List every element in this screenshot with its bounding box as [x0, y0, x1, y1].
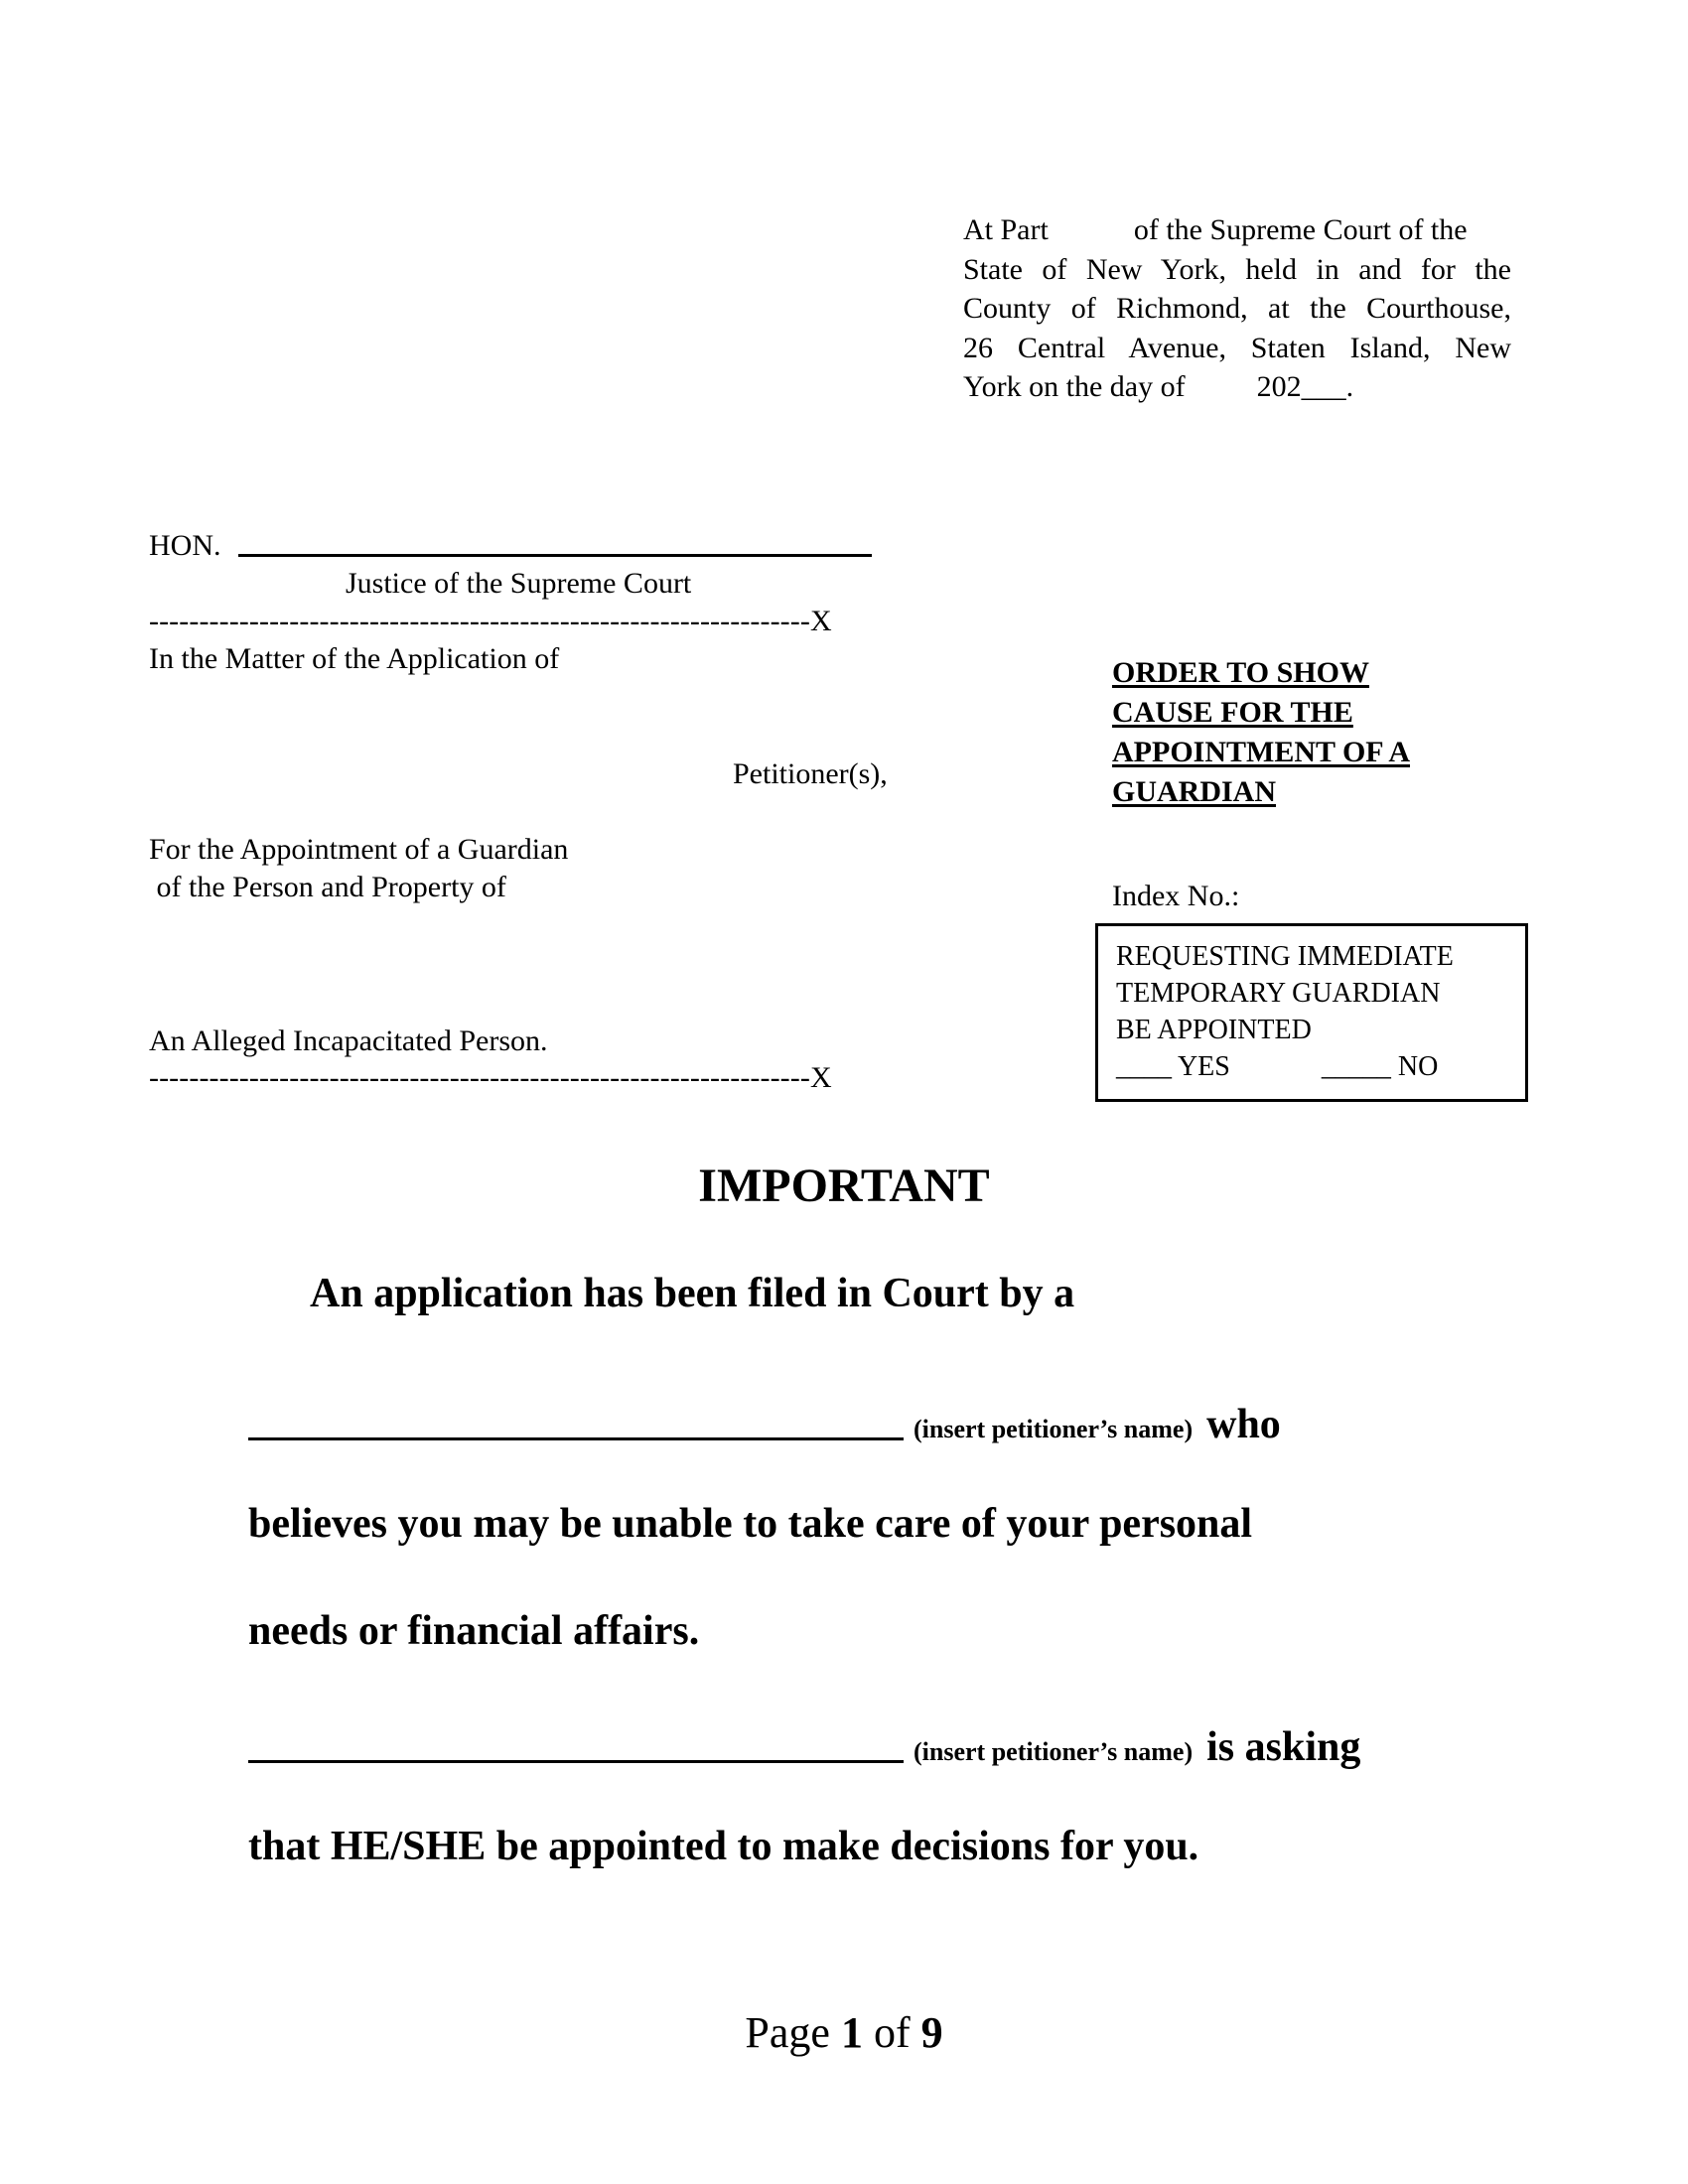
court-line-1	[963, 210, 1511, 250]
request-line-2: TEMPORARY GUARDIAN	[1116, 978, 1441, 1009]
temporary-guardian-request-box	[1095, 923, 1528, 1102]
notice-sentence-1: An application has been filed in Court by a	[310, 1271, 1075, 1316]
hon-label: HON.	[149, 529, 221, 562]
request-line-3: BE APPOINTED	[1116, 1015, 1312, 1045]
is-asking-words: is asking	[1206, 1724, 1361, 1770]
insert-name-hint-1: (insert petitioner’s name)	[914, 1415, 1194, 1443]
notice-sentence-2: believes you may be unable to take care of your personal	[248, 1501, 1253, 1547]
order-title-line-2: CAUSE FOR THE	[1112, 696, 1353, 729]
page-total: 9	[920, 2008, 943, 2057]
important-heading: IMPORTANT	[698, 1160, 990, 1212]
order-title	[1112, 653, 1470, 812]
caption-divider-bottom: ------------------------------------------------------------------X	[149, 1061, 832, 1094]
notice-sentence-3: needs or financial affairs.	[248, 1608, 700, 1654]
court-line-3: County of Richmond, at the Courthouse,	[963, 292, 1511, 325]
page-current: 1	[840, 2008, 863, 2057]
date-label: York on the day of	[963, 370, 1186, 403]
petitioner-name-blank-1[interactable]	[248, 1437, 904, 1440]
notice-line-asking	[914, 1720, 1360, 1774]
order-title-line-4: GUARDIAN	[1112, 775, 1276, 808]
caption-divider-top: ------------------------------------------------------------------X	[149, 605, 832, 637]
matter-line: In the Matter of the Application of	[149, 642, 560, 675]
justice-name-blank	[238, 554, 872, 557]
insert-name-hint-2: (insert petitioner’s name)	[914, 1737, 1194, 1766]
appointment-line-2: of the Person and Property of	[149, 871, 506, 903]
court-line-5	[963, 367, 1511, 407]
order-title-line-3: APPOINTMENT OF A	[1112, 736, 1411, 768]
at-part-label: At Part	[963, 213, 1049, 246]
incapacitated-label: An Alleged Incapacitated Person.	[149, 1024, 548, 1057]
justice-label: Justice of the Supreme Court	[346, 567, 692, 600]
supreme-court-label: of the Supreme Court of the	[1133, 213, 1468, 246]
page-footer	[0, 2005, 1688, 2061]
index-number-label: Index No.:	[1112, 880, 1240, 912]
of-word: of	[873, 2008, 911, 2057]
no-option[interactable]: _____ NO	[1321, 1051, 1439, 1082]
petitioner-name-blank-2[interactable]	[248, 1760, 904, 1763]
appointment-line-1: For the Appointment of a Guardian	[149, 833, 569, 866]
notice-line-who	[914, 1398, 1281, 1451]
notice-sentence-4: that HE/SHE be appointed to make decisions for you.	[248, 1824, 1199, 1869]
year-label: 202___.	[1256, 370, 1354, 403]
court-header-block	[963, 210, 1511, 407]
request-options	[1116, 1048, 1507, 1085]
request-line-1: REQUESTING IMMEDIATE	[1116, 941, 1454, 972]
petitioner-label: Petitioner(s),	[733, 757, 888, 790]
yes-option[interactable]: ____ YES	[1116, 1051, 1230, 1082]
court-line-2: State of New York, held in and for the	[963, 252, 1511, 286]
who-word: who	[1206, 1402, 1281, 1447]
court-line-4: 26 Central Avenue, Staten Island, New	[963, 331, 1511, 364]
order-title-line-1: ORDER TO SHOW	[1112, 656, 1369, 689]
page-word: Page	[745, 2008, 830, 2057]
